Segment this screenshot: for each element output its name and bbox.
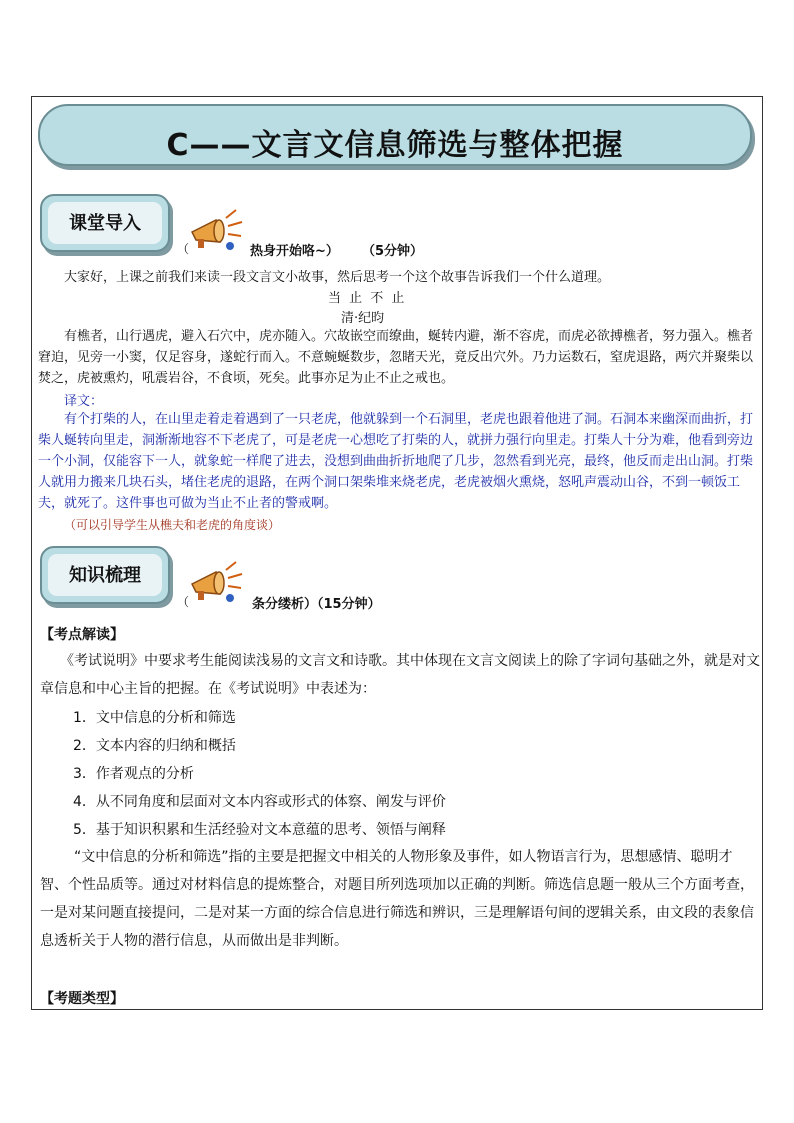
list-item: 2．文本内容的归纳和概括 — [73, 738, 236, 754]
section1-time: （5分钟） — [362, 244, 424, 259]
section-label-classroom-intro: 课堂导入 — [40, 194, 170, 252]
megaphone-icon — [186, 206, 246, 252]
translation-label: 译文： — [64, 394, 104, 409]
list-item: 3．作者观点的分析 — [73, 766, 194, 782]
story-author: 清·纪昀 — [341, 311, 385, 326]
story-title: 当 止 不 止 — [328, 291, 407, 306]
info-screening-paragraph: “文中信息的分析和筛选”指的主要是把握文中相关的人物形象及事件，如人物语言行为，思想感情、聪明才智、个性品质等。通过对材料信息的提炼整合，对题目所列选项加以正确的判断。筛选信息题一般从三个方面考查，一是对某问题直接提问，二是对某一方面的综合信息进行筛选和辨识，三是理解语句间的逻辑关系，由文段的表象信息透析关于人物的潜行信息，从而做出是非判断。 — [40, 849, 754, 949]
kaodian-heading: 【考点解读】 — [40, 627, 124, 643]
kaoti-heading: 【考题类型】 — [40, 991, 124, 1007]
section1-hint: 热身开始咯~） — [250, 244, 339, 259]
title-banner — [38, 104, 752, 166]
intro-text: 大家好，上课之前我们来读一段文言文小故事，然后思考一个这个故事告诉我们一个什么道理。 — [64, 270, 611, 285]
list-item: 1．文中信息的分析和筛选 — [73, 710, 236, 726]
list-item: 4．从不同角度和层面对文本内容或形式的体察、阐发与评价 — [73, 794, 446, 810]
teaching-note: （可以引导学生从樵夫和老虎的角度谈） — [64, 518, 281, 532]
list-item: 5．基于知识积累和生活经验对文本意蕴的思考、领悟与阐释 — [73, 822, 446, 838]
page-title: C——文言文信息筛选与整体把握 — [166, 128, 624, 163]
story-original: 有樵者，山行遇虎，避入石穴中，虎亦随入。穴故嵌空而缭曲，蜒转内避，渐不容虎，而虎必欲搏樵者，努力强入。樵者窘迫，见旁一小窦，仅足容身，遂蛇行而入。不意蜿蜒数步，忽睹天光，竟反出穴外。乃力运数石，窒虎退路，两穴并聚柴以焚之，虎被熏灼，吼震岩谷，不食顷，死矣。此事亦足为止不止之戒也。 — [38, 329, 754, 386]
section2-hint: 条分缕析）（15分钟） — [252, 597, 381, 612]
story-translation: 有个打柴的人，在山里走着走着遇到了一只老虎，他就躲到一个石洞里，老虎也跟着他进了洞。石洞本来幽深而曲折，打柴人蜒转向里走，洞渐渐地容不下老虎了，可是老虎一心想吃了打柴的人，就拼力强行向里走。打柴人十分为难，他看到旁边一个小洞，仅能容下一人，就象蛇一样爬了进去，没想到曲曲折折地爬了几步，忽然看到光亮，最终，他反而走出山洞。打柴人就用力搬来几块石头，堵住老虎的退路，在两个洞口架柴堆来烧老虎，老虎被烟火熏烧，怒吼声震动山谷，不到一顿饭工夫，就死了。这件事也可做为当止不止者的警戒啊。 — [38, 412, 754, 511]
section-label-knowledge-review: 知识梳理 — [40, 546, 170, 604]
megaphone-icon — [186, 558, 246, 604]
exam-explanation: 《考试说明》中要求考生能阅读浅易的文言文和诗歌。其中体现在文言文阅读上的除了字词句基础之外，就是对文章信息和中心主旨的把握。在《考试说明》中表述为： — [40, 653, 760, 697]
